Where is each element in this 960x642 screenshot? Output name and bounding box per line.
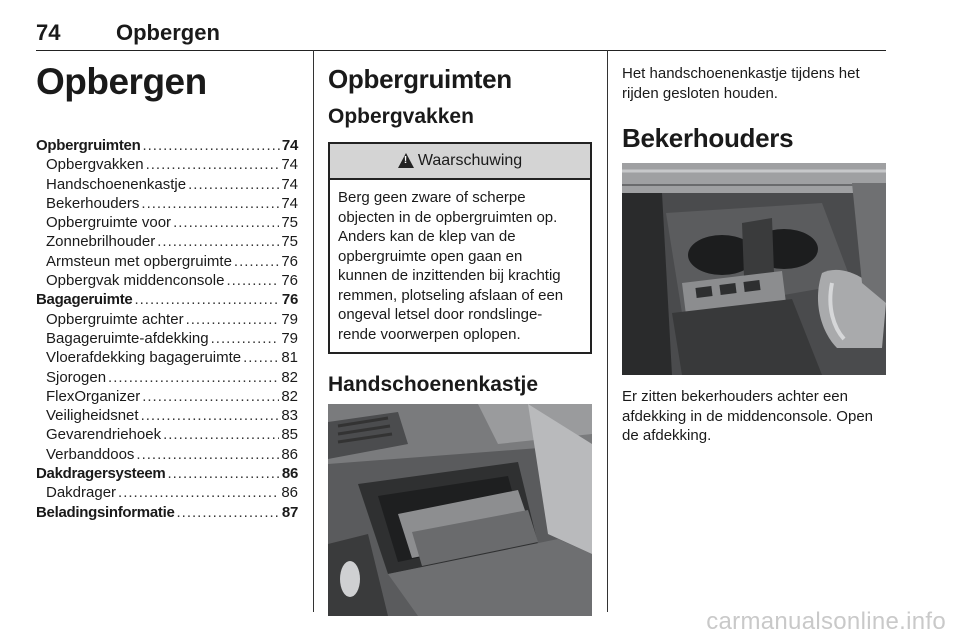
column-divider [607,50,608,612]
toc-entry[interactable] [36,483,298,502]
middle-column [328,50,592,616]
toc-entry-page: 86 [281,445,298,463]
toc-entry-page: 76 [281,272,298,290]
toc-section-entry[interactable] [36,503,298,522]
warning-triangle-icon [398,153,414,168]
toc-entry-page: 86 [281,465,298,483]
toc-leader-dots [136,445,279,464]
text-line: Er zitten bekerhouders achter een [622,388,848,405]
toc-leader-dots [142,387,279,406]
toc-entry[interactable] [36,155,298,174]
toc-entry-label: Gevarendriehoek [46,426,162,444]
toc-entry-label: Opbergruimten [36,137,141,154]
toc-entry-page: 74 [281,137,298,154]
toc-leader-dots [226,271,279,290]
toc-entry-label: Opbergruimte achter [46,310,184,328]
page-header [36,14,886,51]
toc-entry-page: 83 [281,407,298,425]
toc-entry-page: 81 [281,349,298,367]
toc-leader-dots [141,406,280,425]
toc-entry-page: 79 [281,329,298,347]
warning-title: Waarschuwing [417,152,523,169]
toc-entry-page: 74 [281,194,298,212]
warning-text [330,180,590,352]
warning-line: objecten in de opbergruimten op. [338,208,558,226]
glovebox-title: Handschoenenkastje [328,373,539,396]
glovebox-photo [328,404,592,616]
toc-entry[interactable] [36,271,298,290]
toc-leader-dots [211,329,280,348]
warning-box [328,142,592,354]
toc-leader-dots [163,425,279,444]
toc-section-entry[interactable] [36,464,298,483]
text-line: rijden gesloten houden. [622,84,778,102]
glovebox-note [622,64,886,103]
toc-leader-dots [146,155,280,174]
toc-leader-dots [142,136,279,155]
toc-entry-page: 76 [281,291,298,309]
toc-entry[interactable] [36,310,298,329]
right-column [622,50,886,446]
toc-entry[interactable] [36,213,298,232]
toc-entry-label: Handschoenenkastje [46,175,187,193]
section-title: Opbergruimten [328,64,512,94]
toc-leader-dots [141,194,279,213]
warning-line: remmen, plotseling afslaan of een [338,286,564,304]
toc-entry-label: Veiligheidsnet [46,407,139,425]
warning-line: rende voorwerpen oplopen. [338,325,521,343]
toc-entry[interactable] [36,329,298,348]
toc-entry[interactable] [36,368,298,387]
watermark: carmanualsonline.info [706,608,946,635]
warning-line: kunnen de inzittenden bij krachtig [338,267,561,284]
toc-entry[interactable] [36,445,298,464]
toc-leader-dots [234,252,279,271]
toc-entry-page: 87 [281,503,298,521]
page-number: 74 [36,20,61,45]
toc-leader-dots [118,483,279,502]
toc-entry-label: FlexOrganizer [46,387,141,405]
toc-entry-page: 76 [281,252,298,270]
toc-leader-dots [177,503,280,522]
cupholders-title: Bekerhouders [622,123,794,153]
toc-entry-page: 82 [281,387,298,405]
column-divider [313,50,314,612]
toc-entry[interactable] [36,175,298,194]
toc-entry-page: 82 [281,368,298,386]
toc-entry-label: Dakdragersysteem [36,465,166,483]
cupholder-photo [622,163,886,375]
toc-entry-label: Zonnebrilhouder [46,233,156,251]
toc-entry-label: Vloerafdekking bagageruimte [46,349,242,367]
toc-entry[interactable] [36,348,298,367]
toc-entry[interactable] [36,194,298,213]
toc-entry-label: Sjorogen [46,368,107,386]
toc-entry-label: Verbanddoos [46,445,135,463]
toc-entry[interactable] [36,406,298,425]
warning-header [330,144,590,180]
toc-entry-page: 79 [281,310,298,328]
toc-entry[interactable] [36,252,298,271]
toc-entry-label: Bagageruimte [36,291,133,309]
warning-line: ongeval letsel door rondslinge- [338,306,543,323]
text-line: de afdekking. [622,427,712,444]
toc-entry-label: Bagageruimte-afdekking [46,329,209,347]
toc-entry[interactable] [36,232,298,251]
toc-entry[interactable] [36,387,298,406]
toc-entry-label: Beladingsinformatie [36,503,175,521]
toc-section-entry[interactable] [36,290,298,309]
toc-entry[interactable] [36,425,298,444]
running-section-title: Opbergen [116,20,220,45]
toc-entry-page: 74 [281,175,298,193]
toc-entry-page: 75 [281,214,298,232]
cupholder-text [622,387,886,446]
toc-section-entry[interactable] [36,136,298,155]
toc-leader-dots [167,464,279,483]
toc-leader-dots [108,368,279,387]
toc-entry-page: 86 [281,484,298,502]
toc-entry-label: Opbergruimte voor [46,214,172,232]
warning-line: opbergruimte open gaan en [338,247,523,265]
toc-entry-label: Dakdrager [46,484,117,502]
table-of-contents [36,136,298,522]
warning-line: Berg geen zware of scherpe [338,189,526,206]
toc-leader-dots [157,232,279,251]
text-line: afdekking in de middenconsole. Open [622,407,874,425]
toc-entry-page: 75 [281,233,298,251]
toc-entry-page: 85 [281,426,298,444]
toc-leader-dots [134,290,279,309]
toc-leader-dots [188,175,279,194]
toc-column [36,50,298,522]
toc-entry-label: Opbergvakken [46,156,144,174]
text-line: Het handschoenenkastje tijdens het [622,65,860,82]
chapter-title: Opbergen [36,61,207,102]
toc-leader-dots [186,310,280,329]
warning-line: Anders kan de klep van de [338,228,516,245]
toc-entry-label: Opbergvak middenconsole [46,272,225,290]
toc-leader-dots [243,348,279,367]
toc-leader-dots [173,213,279,232]
toc-entry-label: Armsteun met opbergruimte [46,252,232,270]
subsection-title: Opbergvakken [328,105,474,128]
toc-entry-label: Bekerhouders [46,194,140,212]
toc-entry-page: 74 [281,156,298,174]
